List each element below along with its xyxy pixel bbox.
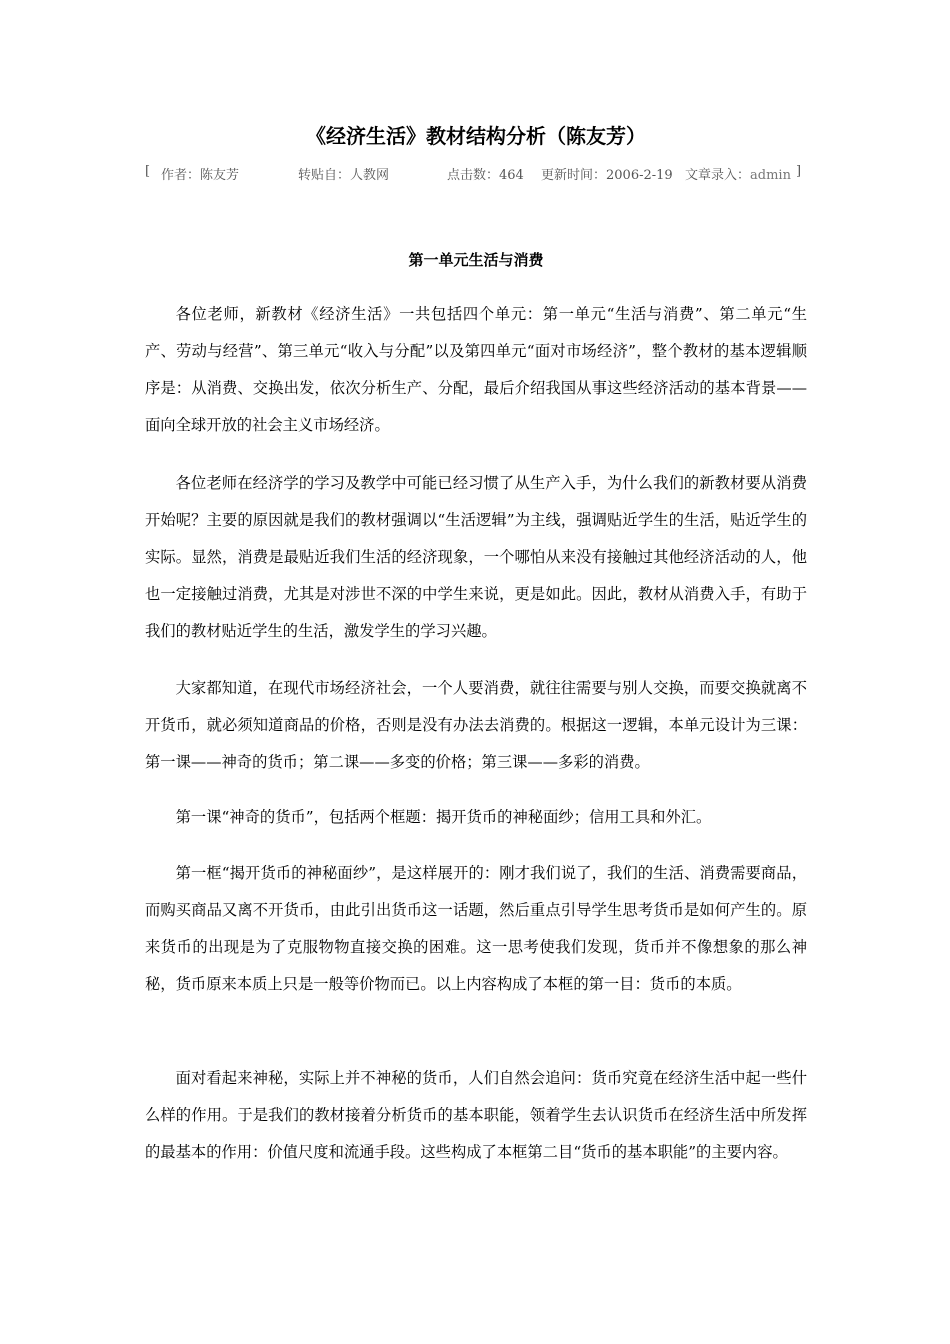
section-title: 第一单元生活与消费 xyxy=(408,251,544,269)
meta-source: 转贴自：人教网 xyxy=(298,168,390,183)
meta-editor-name: admin xyxy=(750,168,791,183)
meta-updated: 更新时间：2006-2-19 xyxy=(541,168,673,183)
paragraph: 第一框“揭开货币的神秘面纱”，是这样展开的：刚才我们说了，我们的生活、消费需要商品，而购买商品又离不开货币，由此引出货币这一话题，然后重点引导学生思考货币是如何产生的。原来货币的出现是为了克服物物直接交换的困难。这一思考使我们发现，货币并不像想象的那么神秘，货币原来本质上只是一般等价物而已。以上内容构成了本框的第一目：货币的本质。 xyxy=(145,864,807,993)
meta-author: 作者：陈友芳 xyxy=(161,168,240,183)
meta-bracket-open: [ xyxy=(145,164,151,179)
meta-hits: 点击数：464 xyxy=(447,168,524,183)
paragraph: 大家都知道，在现代市场经济社会，一个人要消费，就往往需要与别人交换，而要交换就离不开货币，就必须知道商品的价格，否则是没有办法去消费的。根据这一逻辑，本单元设计为三课：第一课——神奇的货币；第二课——多变的价格；第三课——多彩的消费。 xyxy=(145,679,807,771)
paragraph: 各位老师在经济学的学习及教学中可能已经习惯了从生产入手，为什么我们的新教材要从消费开始呢？主要的原因就是我们的教材强调以“生活逻辑”为主线，强调贴近学生的生活，贴近学生的实际。显然，消费是最贴近我们生活的经济现象，一个哪怕从来没有接触过其他经济活动的人，他也一定接触过消费，尤其是对涉世不深的中学生来说，更是如此。因此，教材从消费入手，有助于我们的教材贴近学生的生活，激发学生的学习兴趣。 xyxy=(145,474,807,640)
article-title: 《经济生活》教材结构分析（陈友芳） xyxy=(306,124,646,148)
paragraph: 面对看起来神秘，实际上并不神秘的货币，人们自然会追问：货币究竟在经济生活中起一些什么样的作用。于是我们的教材接着分析货币的基本职能，领着学生去认识货币在经济生活中所发挥的最基本的作用：价值尺度和流通手段。这些构成了本框第二目“货币的基本职能”的主要内容。 xyxy=(145,1069,807,1161)
meta-editor xyxy=(685,164,791,183)
meta-editor-label: 文章录入： xyxy=(685,168,751,183)
paragraph: 第一课“神奇的货币”，包括两个框题：揭开货币的神秘面纱；信用工具和外汇。 xyxy=(175,808,712,826)
paragraph: 各位老师，新教材《经济生活》一共包括四个单元：第一单元“生活与消费”、第二单元“生产、劳动与经营”、第三单元“收入与分配”以及第四单元“面对市场经济”，整个教材的基本逻辑顺序是：从消费、交换出发，依次分析生产、分配，最后介绍我国从事这些经济活动的基本背景——面向全球开放的社会主义市场经济。 xyxy=(145,305,807,434)
meta-bracket-close: ] xyxy=(796,164,802,179)
